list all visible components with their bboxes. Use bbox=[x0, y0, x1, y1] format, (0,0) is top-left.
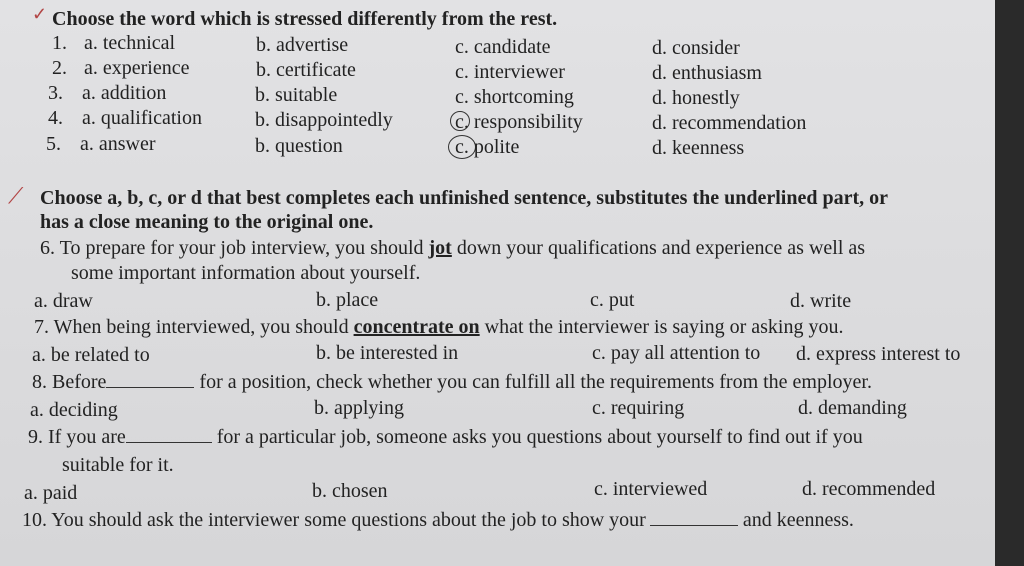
option-c: c. interviewed bbox=[594, 478, 708, 500]
option-d: d. express interest to bbox=[796, 343, 961, 365]
option-b: b. be interested in bbox=[316, 342, 459, 364]
option-a: a. deciding bbox=[30, 399, 118, 421]
option-c: c. responsibility bbox=[455, 111, 583, 133]
option-c: c. pay all attention to bbox=[592, 342, 761, 364]
question-9-text: 9. If you are for a particular job, someone asks you questions about yourself to find out if you bbox=[28, 426, 863, 448]
question-number: 1. bbox=[52, 32, 67, 54]
option-a: a. qualification bbox=[82, 107, 202, 129]
option-b: b. suitable bbox=[255, 84, 338, 106]
option-d: d. honestly bbox=[652, 87, 740, 109]
question-number: 4. bbox=[48, 107, 63, 129]
section2-heading-line2: has a close meaning to the original one. bbox=[40, 211, 374, 233]
option-b: b. certificate bbox=[256, 59, 356, 81]
option-c: c. candidate bbox=[455, 36, 551, 58]
check-mark-icon: ✓ bbox=[32, 4, 48, 24]
section1-heading: Choose the word which is stressed differently from the rest. bbox=[52, 8, 558, 30]
check-mark-icon: ⟋ bbox=[8, 183, 24, 208]
question-number: 3. bbox=[48, 82, 63, 104]
answer-blank bbox=[106, 371, 194, 388]
option-b: b. question bbox=[255, 135, 343, 157]
option-a: a. technical bbox=[84, 32, 176, 54]
option-c: c. polite bbox=[455, 136, 520, 158]
underlined-word: jot bbox=[428, 237, 452, 259]
option-d: d. write bbox=[790, 290, 852, 312]
option-c: c. shortcoming bbox=[455, 86, 574, 108]
option-d: d. recommended bbox=[802, 478, 936, 500]
question-10-text: 10. You should ask the interviewer some questions about the job to show your and keenness. bbox=[22, 509, 854, 531]
question-8-text: 8. Before for a position, check whether you can fulfill all the requirements from the employer. bbox=[32, 371, 872, 393]
option-d: d. recommendation bbox=[652, 112, 807, 134]
question-6-line2: some important information about yourself. bbox=[71, 262, 421, 284]
answer-blank bbox=[126, 426, 212, 443]
option-b: b. advertise bbox=[256, 34, 349, 56]
option-b: b. place bbox=[316, 289, 379, 311]
question-number: 2. bbox=[52, 57, 67, 79]
question-9-line2: suitable for it. bbox=[62, 454, 174, 476]
underlined-phrase: concentrate on bbox=[353, 316, 480, 338]
option-d: d. demanding bbox=[798, 397, 907, 419]
option-a: a. addition bbox=[82, 82, 167, 104]
option-c: c. interviewer bbox=[455, 61, 565, 83]
answer-blank bbox=[650, 509, 738, 526]
option-a: a. experience bbox=[84, 57, 190, 79]
option-a: a. paid bbox=[24, 482, 78, 504]
question-number: 5. bbox=[46, 133, 61, 155]
option-d: d. keenness bbox=[652, 137, 745, 159]
option-b: b. chosen bbox=[312, 480, 388, 502]
option-b: b. applying bbox=[314, 397, 404, 419]
option-d: d. consider bbox=[652, 37, 740, 59]
option-c: c. put bbox=[590, 289, 635, 311]
option-d: d. enthusiasm bbox=[652, 62, 762, 84]
option-c: c. requiring bbox=[592, 397, 685, 419]
option-a: a. be related to bbox=[32, 344, 150, 366]
option-a: a. draw bbox=[34, 290, 93, 312]
question-6-text: 6. To prepare for your job interview, you should jot down your qualifications and experience as well as bbox=[40, 237, 866, 259]
option-a: a. answer bbox=[80, 133, 156, 155]
question-7-text: 7. When being interviewed, you should concentrate on what the interviewer is saying or asking you. bbox=[34, 316, 844, 338]
section2-heading-line1: Choose a, b, c, or d that best completes each unfinished sentence, substitutes the underlined part, or bbox=[40, 187, 888, 209]
option-b: b. disappointedly bbox=[255, 109, 393, 131]
